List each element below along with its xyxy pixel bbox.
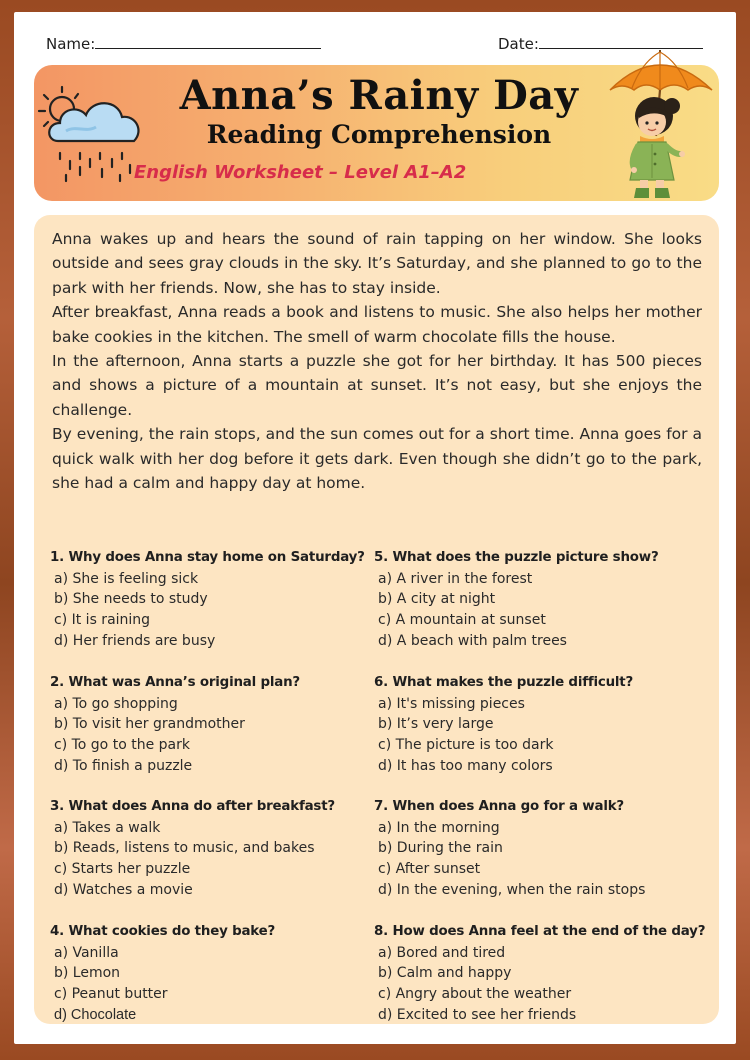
answer-option[interactable]: a) It's missing pieces [378,695,525,712]
answer-option[interactable]: c) A mountain at sunset [378,612,546,629]
question-title: 5. What does the puzzle picture show? [374,550,659,565]
question-title: 4. What cookies do they bake? [50,924,276,939]
answer-option[interactable]: a) Vanilla [54,944,119,961]
question-title: 2. What was Anna’s original plan? [50,675,300,690]
story-text [52,227,702,495]
date-blank-line[interactable] [539,34,703,49]
question-4 [50,922,380,1026]
worksheet-title: Anna’s Rainy Day [179,72,579,119]
answer-option[interactable]: d) Her friends are busy [54,632,216,649]
answer-option[interactable]: b) During the rain [378,840,503,857]
answer-option[interactable]: b) To visit her grandmother [54,716,245,733]
question-title: 6. What makes the puzzle difficult? [374,675,634,690]
story-paragraph: By evening, the rain stops, and the sun comes out for a short time. Anna goes for a quick walk with her dog before it gets dark. Even though she didn’t go to the park, she had a calm and happy day at home. [52,425,702,493]
worksheet-subtitle: Reading Comprehension [206,120,552,149]
answer-option[interactable]: d) It has too many colors [378,757,553,774]
name-label: Name: [46,35,96,53]
question-title: 1. Why does Anna stay home on Saturday? [50,550,365,565]
question-1 [50,548,380,652]
question-7 [374,797,704,901]
answer-option[interactable]: d) In the evening, when the rain stops [378,881,646,898]
answer-option[interactable]: d) Chocolate [54,1006,137,1023]
question-title: 8. How does Anna feel at the end of the day? [374,924,706,939]
question-8 [374,922,704,1026]
answer-option[interactable]: c) After sunset [378,861,481,878]
answer-option[interactable]: b) Lemon [54,965,121,982]
answer-option[interactable]: c) Starts her puzzle [54,861,191,878]
story-paragraph: After breakfast, Anna reads a book and listens to music. She also helps her mother bake cookies in the kitchen. The smell of warm chocolate fills the house. [52,303,702,346]
name-field[interactable] [46,34,321,53]
name-blank-line[interactable] [95,34,321,49]
answer-option[interactable]: a) In the morning [378,819,500,836]
level-label: English Worksheet – Level A1–A2 [134,162,467,183]
question-2 [50,673,380,777]
question-6 [374,673,704,777]
answer-option[interactable]: c) Peanut butter [54,986,168,1003]
worksheet-page [14,12,736,1044]
answer-option[interactable]: b) It’s very large [378,716,494,733]
reading-panel [34,215,719,1024]
answer-option[interactable]: c) Angry about the weather [378,986,572,1003]
answer-option[interactable]: b) She needs to study [54,591,208,608]
question-title: 7. When does Anna go for a walk? [374,799,624,814]
answer-option[interactable]: b) Reads, listens to music, and bakes [54,840,315,857]
answer-option[interactable]: a) Bored and tired [378,944,506,961]
answer-option[interactable]: d) Excited to see her friends [378,1006,577,1023]
answer-option[interactable]: b) Calm and happy [378,965,512,982]
answer-option[interactable]: a) A river in the forest [378,570,533,587]
question-3 [50,797,380,901]
girl-with-umbrella-icon [602,50,717,200]
question-title: 3. What does Anna do after breakfast? [50,799,335,814]
answer-option[interactable]: c) To go to the park [54,737,190,754]
answer-option[interactable]: c) The picture is too dark [378,737,554,754]
answer-option[interactable]: a) To go shopping [54,695,178,712]
title-banner [34,65,719,201]
answer-option[interactable]: d) To finish a puzzle [54,757,193,774]
story-paragraph: Anna wakes up and hears the sound of rain tapping on her window. She looks outside and sees gray clouds in the sky. It’s Saturday, and she planned to go to the park with her friends. Now, she has to stay inside. [52,230,702,297]
question-5 [374,548,704,652]
story-paragraph: In the afternoon, Anna starts a puzzle she got for her birthday. It has 500 pieces and shows a picture of a mountain at sunset. It’s not easy, but she enjoys the challenge. [52,352,702,419]
answer-option[interactable]: a) Takes a walk [54,819,161,836]
answer-option[interactable]: b) A city at night [378,591,496,608]
answer-option[interactable]: a) She is feeling sick [54,570,199,587]
date-label: Date: [498,35,539,53]
answer-option[interactable]: d) A beach with palm trees [378,632,567,649]
answer-option[interactable]: d) Watches a movie [54,881,193,898]
answer-option[interactable]: c) It is raining [54,612,151,629]
